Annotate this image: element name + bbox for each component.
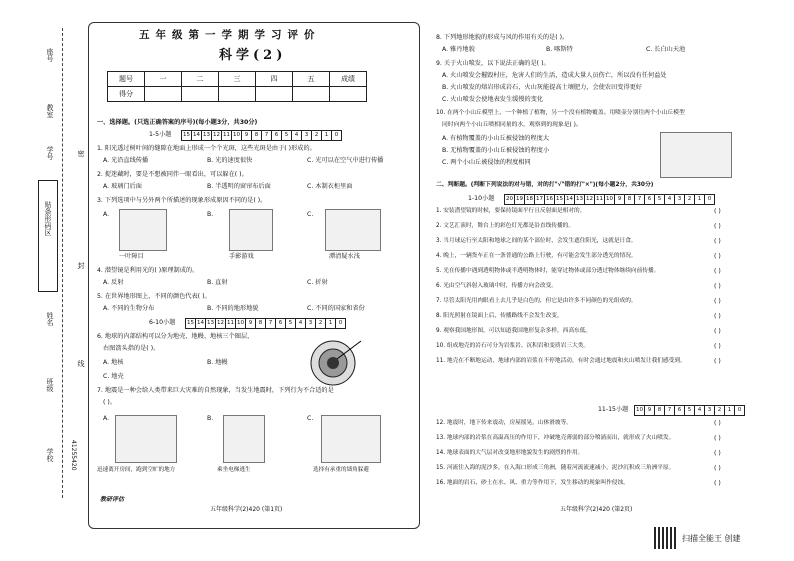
seal-dashed-line	[62, 28, 63, 498]
barcode-number: 41255420	[70, 440, 77, 471]
score-mark-cell[interactable]: 11	[223, 132, 230, 138]
score-cell[interactable]	[219, 87, 256, 102]
judgment-item: 9. 观察我国地形图，可以知道我国地形复杂多样，西高东低。	[436, 328, 592, 334]
q1-option-c[interactable]: C. 光可以在空气中进行传播	[307, 157, 384, 164]
score-mark-cell[interactable]: 2	[685, 195, 695, 204]
q3-caption-b: 手影游戏	[229, 253, 254, 260]
question-1: 1. 阳光透过树叶间的缝隙在地面上形成一个个光斑，这些光斑是由于( )形成的。	[97, 145, 316, 152]
school-label: 学校	[46, 448, 54, 462]
score-strip-4	[634, 405, 745, 416]
score-mark-cell[interactable]: 4	[665, 195, 675, 204]
q9-option-c[interactable]: C. 火山喷发会使地表发生缓慢的变化	[442, 96, 544, 103]
score-mark-cell[interactable]: 0	[334, 132, 339, 138]
score-mark-cell[interactable]: 10	[636, 407, 643, 413]
q6-option-b[interactable]: B. 地幔	[207, 359, 228, 366]
score-mark-cell[interactable]: 7	[262, 131, 272, 140]
answer-blank[interactable]: ( )	[714, 223, 721, 230]
score-strip-3	[504, 194, 715, 205]
score-mark-cell[interactable]: 0	[737, 407, 742, 413]
answer-blank[interactable]: ( )	[714, 480, 721, 487]
q9-option-b[interactable]: B. 火山喷发的熔岩形成岩石，火山灰能提高土壤肥力，会使农田变得更好	[442, 84, 642, 91]
seal-word-2: 封	[77, 262, 85, 269]
score-mark-cell[interactable]: 5	[286, 319, 296, 328]
judgment-item: 3. 当月球运行至太阳和地球之间的某个部位时，会发生遮住阳光，这就是日食。	[436, 238, 637, 244]
score-mark-cell[interactable]: 8	[655, 406, 665, 415]
score-mark-cell[interactable]: 12	[217, 320, 224, 326]
q2-option-a[interactable]: A. 玻璃门后面	[103, 183, 142, 190]
run-outside-illustration	[115, 415, 177, 463]
barcode-sticker-area	[38, 180, 58, 292]
score-header-6: 成绩	[330, 72, 367, 87]
q7-caption-a: 迅速离开房间，跑到空旷的地方	[97, 467, 176, 473]
range-label-1: 1-5小题	[149, 131, 172, 138]
score-mark-cell[interactable]: 10	[233, 132, 240, 138]
score-mark-cell[interactable]: 6	[272, 131, 282, 140]
scanner-watermark: 扫描全能王 创建	[682, 534, 741, 543]
q4-option-c[interactable]: C. 折射	[307, 279, 328, 286]
score-strip-2	[185, 318, 346, 329]
q3-option-c[interactable]: C.	[307, 211, 314, 218]
q8-option-a[interactable]: A. 雅丹地貌	[442, 46, 475, 53]
answer-blank[interactable]: ( )	[714, 208, 721, 215]
score-mark-cell[interactable]: 10	[606, 196, 613, 202]
q6-option-c[interactable]: C. 地壳	[103, 373, 124, 380]
judgment-item: 13. 地球内部的岩浆在高温高压的作用下，冲破地壳薄弱的部分喷涌而出，就形成了火山喷发。	[436, 435, 675, 441]
judgment-item: 10. 组成地壳的岩石可分为岩浆岩、沉积岩和变质岩三大类。	[436, 343, 590, 349]
q5-option-b[interactable]: B. 不同的地形地貌	[207, 305, 259, 312]
question-10: 10. 在两个小山丘模型上，一个种植了植物，另一个没有植物覆盖。用喷壶分别往两个小山丘模型	[436, 110, 685, 116]
judgment-item: 1. 安装潜望镜的时候，要保持镜面平行且反射面是相对的。	[436, 208, 586, 214]
answer-blank[interactable]: ( )	[714, 420, 721, 427]
score-mark-cell[interactable]: 18	[526, 196, 533, 202]
q6-option-a[interactable]: A. 地核	[103, 359, 124, 366]
judgment-item: 4. 晚上，一辆货车正在一条普通的公路上行驶，有可能会发生部分透光的情况。	[436, 253, 637, 259]
page2-footer: 五年级科学(2)420 (第2页)	[560, 506, 633, 513]
score-mark-cell[interactable]: 8	[625, 195, 635, 204]
q2-option-b[interactable]: B. 半透明的窗帘布后面	[207, 183, 271, 190]
score-mark-cell[interactable]: 16	[546, 196, 553, 202]
q1-option-b[interactable]: B. 光的速度很快	[207, 157, 253, 164]
publisher-mark: 教研评估	[100, 496, 125, 503]
water-fishing-illustration	[325, 209, 381, 251]
score-mark-cell[interactable]: 9	[242, 131, 252, 140]
score-cell[interactable]	[293, 87, 330, 102]
judgment-item: 14. 地球表面的大气层对改变地形地貌发生的剧烈的作用。	[436, 450, 584, 456]
score-mark-cell[interactable]: 0	[338, 320, 343, 326]
q8-option-b[interactable]: B. 喀斯特	[546, 46, 573, 53]
score-mark-cell[interactable]: 15	[187, 320, 194, 326]
score-mark-cell[interactable]: 11	[596, 196, 603, 202]
score-cell[interactable]	[256, 87, 293, 102]
score-mark-cell[interactable]: 6	[276, 319, 286, 328]
q7-caption-c: 选择有承重的墙角躲避	[313, 467, 369, 473]
judgment-item: 6. 光由空气斜射入玻璃中时，传播方向会改变。	[436, 283, 557, 289]
q7-option-c[interactable]: C.	[307, 415, 314, 422]
wall-corner-illustration	[321, 415, 381, 463]
score-mark-cell[interactable]: 14	[566, 196, 573, 202]
eye-leaf-illustration	[119, 209, 167, 251]
score-mark-cell[interactable]: 13	[203, 132, 210, 138]
answer-blank[interactable]: ( )	[714, 435, 721, 442]
score-mark-cell[interactable]: 17	[536, 196, 543, 202]
score-mark-cell[interactable]: 19	[516, 196, 523, 202]
q7-option-b[interactable]: B.	[207, 415, 214, 422]
q3-option-b[interactable]: B.	[207, 211, 214, 218]
judgment-item: 2. 文艺汇演时，舞台上的彩色灯光都是沿直线传播的。	[436, 223, 575, 229]
q9-option-a[interactable]: A. 火山喷发会摧毁村庄，危害人们的生活，造成大量人员伤亡，所以没有任何益处	[442, 72, 667, 79]
score-header-0: 题号	[108, 72, 145, 87]
score-mark-cell[interactable]: 3	[306, 319, 316, 328]
q4-option-a[interactable]: A. 反射	[103, 279, 124, 286]
q5-option-c[interactable]: C. 不同的国家和省份	[307, 305, 365, 312]
score-mark-cell[interactable]: 13	[576, 196, 583, 202]
q4-option-b[interactable]: B. 直射	[207, 279, 228, 286]
score-cell[interactable]	[182, 87, 219, 102]
page1-footer: 五年级科学(2)420 (第1页)	[210, 506, 283, 513]
answer-blank[interactable]: ( )	[714, 343, 721, 350]
question-9: 9. 关于火山喷发，以下说法正确的是( )。	[436, 60, 550, 67]
q5-option-a[interactable]: A. 不同的生物分布	[103, 305, 155, 312]
score-header-2: 二	[182, 72, 219, 87]
q3-option-a[interactable]: A.	[103, 211, 110, 218]
q10-option-a[interactable]: A. 有植物覆盖的小山丘被侵蚀的程度大	[442, 135, 550, 142]
score-mark-cell[interactable]: 0	[707, 196, 712, 202]
seat-number-label: 座号	[46, 48, 54, 62]
section1-heading: 一、选择题。(只选正确答案的序号)(每小题3分，共30分)	[97, 119, 258, 126]
q7-caption-b: 乘坐电梯逃生	[217, 467, 251, 473]
score-header-4: 四	[256, 72, 293, 87]
classroom-label: 教室	[46, 104, 54, 118]
question-6: 6. 地球的内部结构可以分为地壳、地幔、地核三个圈层，	[97, 333, 254, 340]
score-cell[interactable]	[330, 87, 367, 102]
answer-blank[interactable]: ( )	[714, 298, 721, 305]
score-mark-cell[interactable]: 1	[725, 406, 735, 415]
hand-shadow-illustration	[229, 209, 273, 251]
answer-blank[interactable]: ( )	[714, 313, 721, 320]
score-mark-cell[interactable]: 5	[685, 406, 695, 415]
score-mark-cell[interactable]: 5	[655, 195, 665, 204]
judgment-item: 15. 河流往入海的泥沙多，在入海口形成三角洲，随着河流流速减小，泥沙沉积成三角洲平原。	[436, 465, 675, 471]
score-mark-cell[interactable]: 6	[675, 406, 685, 415]
score-mark-cell[interactable]: 8	[256, 319, 266, 328]
question-2: 2. 捉迷藏时，要是不想被同伴一眼看出，可以躲在( )。	[97, 171, 248, 178]
judgment-item: 7. 尽管太阳光用肉眼看上去几乎是白色的，但它是由许多不同颜色的光组成的。	[436, 298, 637, 304]
qr-code	[654, 527, 676, 549]
students-experiment-illustration	[660, 132, 732, 178]
q10-option-c[interactable]: C. 两个小山丘被侵蚀的程度相同	[442, 159, 531, 166]
score-table	[107, 71, 367, 102]
score-mark-cell[interactable]: 14	[193, 132, 200, 138]
student-id-label: 学号	[46, 146, 54, 160]
score-mark-cell[interactable]: 14	[197, 320, 204, 326]
score-mark-cell[interactable]: 13	[207, 320, 214, 326]
score-mark-cell[interactable]: 2	[316, 319, 326, 328]
exam-page-1	[88, 22, 420, 529]
score-mark-cell[interactable]: 4	[296, 319, 306, 328]
q3-caption-c: 潭清疑水浅	[329, 253, 360, 260]
question-4: 4. 潜望镜是利用光的( )原理制成的。	[97, 267, 199, 274]
score-mark-cell[interactable]: 20	[506, 196, 513, 202]
seal-word-1: 密	[77, 150, 85, 157]
score-cell[interactable]	[145, 87, 182, 102]
elevator-illustration	[223, 415, 265, 463]
question-6-line2: 右图箭头指的是( )。	[103, 345, 160, 352]
question-7-line2: ( )。	[103, 399, 116, 406]
earth-structure-diagram	[307, 335, 363, 387]
score-mark-cell[interactable]: 3	[705, 406, 715, 415]
range-label-2: 6-10小题	[149, 319, 176, 326]
score-header-1: 一	[145, 72, 182, 87]
answer-blank[interactable]: ( )	[714, 283, 721, 290]
score-mark-cell[interactable]: 5	[282, 131, 292, 140]
score-mark-cell[interactable]: 11	[227, 320, 234, 326]
question-7: 7. 地震是一种会给人类带来巨大灾难的自然现象，当发生地震时，下列行为不合适的是	[97, 387, 334, 394]
q8-option-c[interactable]: C. 长白山天池	[646, 46, 686, 53]
answer-blank[interactable]: ( )	[714, 268, 721, 275]
question-3: 3. 下列选项中与另外两个所描述的现象形成原因不同的是( )。	[97, 197, 267, 204]
score-mark-cell[interactable]: 7	[635, 195, 645, 204]
q2-option-c[interactable]: C. 木制衣柜里面	[307, 183, 353, 190]
score-mark-cell[interactable]: 7	[665, 406, 675, 415]
score-mark-cell[interactable]: 3	[302, 131, 312, 140]
score-strip-1	[181, 130, 342, 141]
score-mark-cell[interactable]: 12	[586, 196, 593, 202]
score-mark-cell[interactable]: 7	[266, 319, 276, 328]
question-5: 5. 在世界地形图上，不同的颜色代表( )。	[97, 293, 211, 300]
answer-blank[interactable]: ( )	[714, 253, 721, 260]
seal-word-3: 线	[77, 360, 85, 367]
q3-caption-a: 一叶障目	[119, 253, 144, 260]
answer-blank[interactable]: ( )	[714, 328, 721, 335]
section2-heading: 二、判断题。(判断下列说法的对与错，对的打"√"错的打"×")(每小题2分，共30分)	[436, 182, 654, 188]
judgment-item: 11. 地壳在不断地运动，地球内部的岩浆在不停地活动，有时会通过地震和火山喷发让我们感受到。	[436, 358, 686, 364]
score-header-3: 三	[219, 72, 256, 87]
q1-option-a[interactable]: A. 光沿直线传播	[103, 157, 149, 164]
answer-blank[interactable]: ( )	[714, 238, 721, 245]
score-row-label: 得分	[108, 87, 145, 102]
score-mark-cell[interactable]: 15	[556, 196, 563, 202]
judgment-item: 8. 阳光照射在镜面上后，传播路线不会发生改变。	[436, 313, 563, 319]
exam-subtitle: 科学(2)	[219, 48, 287, 63]
exam-page-2	[428, 22, 758, 527]
answer-blank[interactable]: ( )	[714, 450, 721, 457]
score-mark-cell[interactable]: 6	[645, 195, 655, 204]
score-mark-cell[interactable]: 1	[322, 131, 332, 140]
range-label-4: 11-15小题	[598, 406, 629, 413]
q10-option-b[interactable]: B. 无植物覆盖的小山丘被侵蚀的程度小	[442, 147, 550, 154]
score-mark-cell[interactable]: 2	[715, 406, 725, 415]
judgment-item: 16. 地面的岩石、砂土在水、风、重力等作用下，发生移动的现象叫作侵蚀。	[436, 480, 629, 486]
name-label: 姓名	[46, 312, 54, 326]
exam-title: 五年级第一学期学习评价	[139, 29, 321, 41]
q7-option-a[interactable]: A.	[103, 415, 110, 422]
score-mark-cell[interactable]: 15	[183, 132, 190, 138]
question-8: 8. 下列地形地貌的形成与风的作用有关的是( )。	[436, 34, 569, 41]
answer-blank[interactable]: ( )	[714, 358, 721, 365]
score-header-5: 五	[293, 72, 330, 87]
range-label-3: 1-10小题	[468, 195, 495, 202]
score-mark-cell[interactable]: 9	[645, 406, 655, 415]
question-10-line2: 同时向两个小山丘喷相同量的水，观察到的现象是( )。	[442, 122, 582, 128]
score-mark-cell[interactable]: 9	[246, 319, 256, 328]
judgment-item: 5. 光在传播中遇到透明物体或半透明物体时，能穿过物体或部分透过物体继续向前传播。	[436, 268, 660, 274]
answer-blank[interactable]: ( )	[714, 465, 721, 472]
score-mark-cell[interactable]: 8	[252, 131, 262, 140]
score-mark-cell[interactable]: 1	[695, 195, 705, 204]
score-mark-cell[interactable]: 3	[675, 195, 685, 204]
barcode-area-label: 贴条形码区	[44, 201, 52, 236]
score-mark-cell[interactable]: 2	[312, 131, 322, 140]
class-label: 班级	[46, 378, 54, 392]
score-mark-cell[interactable]: 4	[695, 406, 705, 415]
score-mark-cell[interactable]: 9	[615, 195, 625, 204]
score-mark-cell[interactable]: 4	[292, 131, 302, 140]
score-mark-cell[interactable]: 12	[213, 132, 220, 138]
score-mark-cell[interactable]: 1	[326, 319, 336, 328]
score-mark-cell[interactable]: 10	[237, 320, 244, 326]
binding-sidebar	[0, 0, 86, 561]
judgment-item: 12. 地震时，地下传来震动，房屋摇晃，山体滑坡等。	[436, 420, 572, 426]
